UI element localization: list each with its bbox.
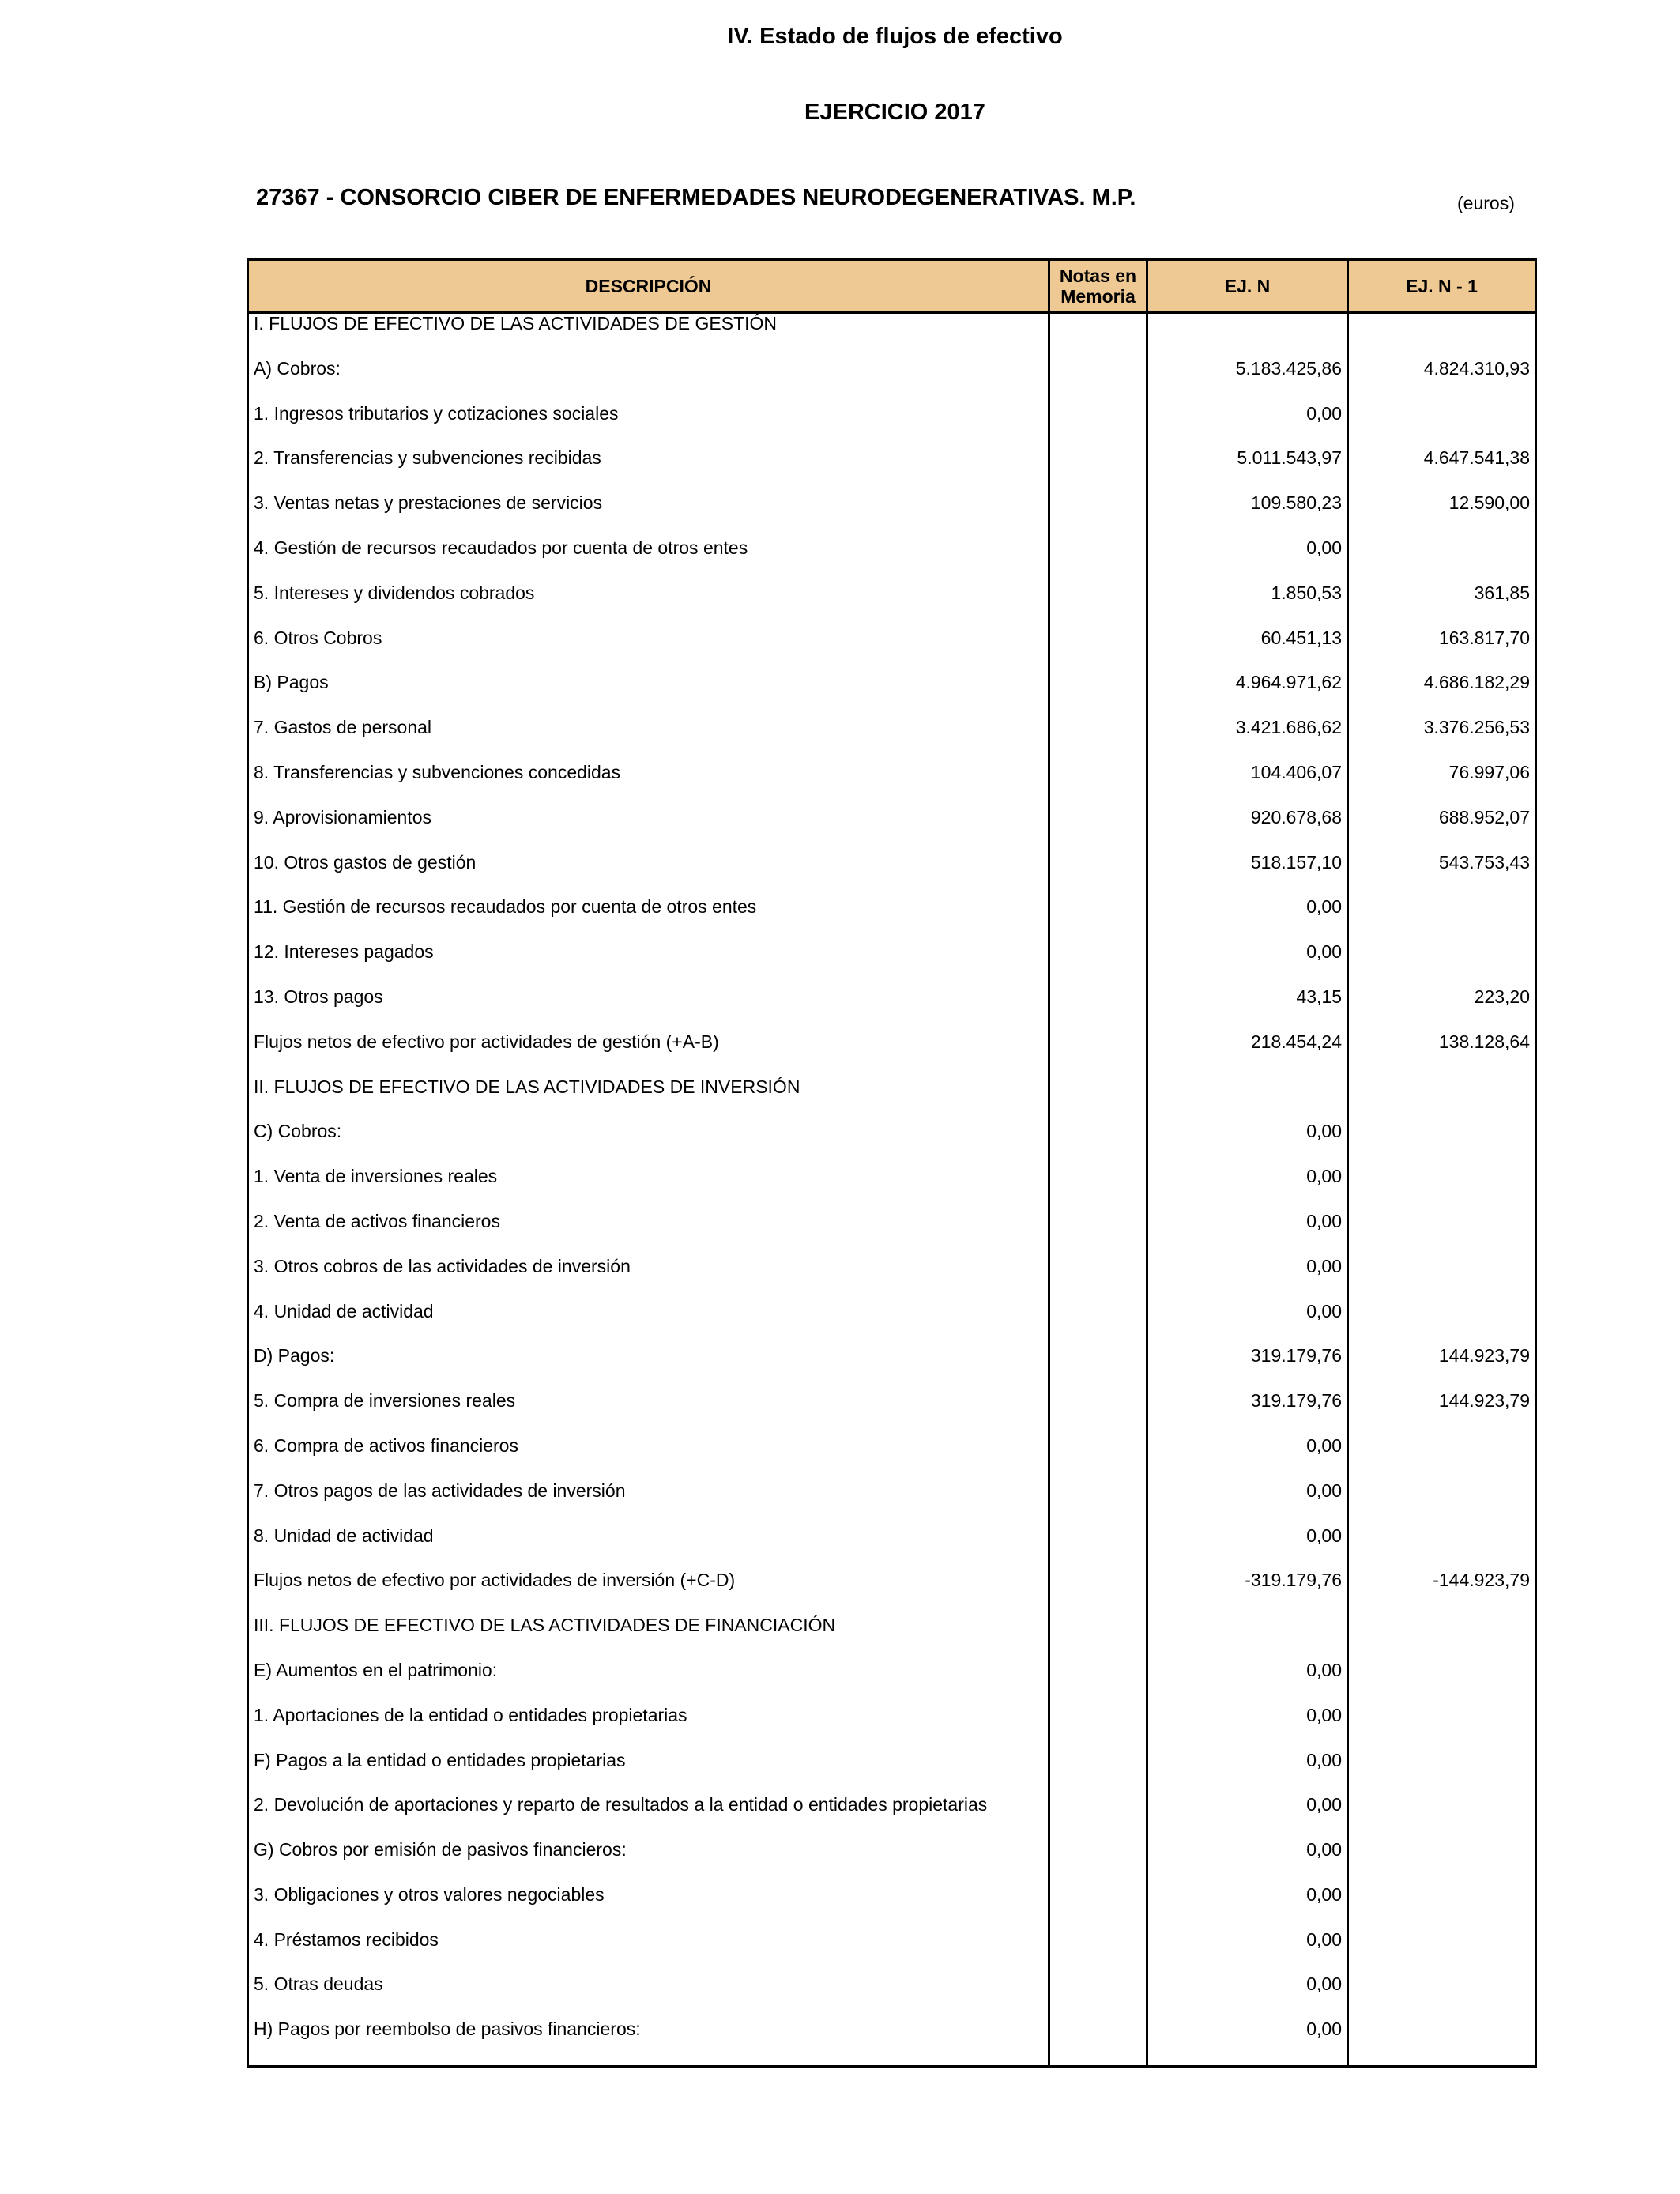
row-description: C) Cobros: bbox=[248, 1122, 1049, 1167]
row-value-year-n: 0,00 bbox=[1147, 1885, 1348, 1930]
row-value-year-n1 bbox=[1348, 1751, 1536, 1796]
row-value-year-n1 bbox=[1348, 897, 1536, 942]
row-description: 4. Unidad de actividad bbox=[248, 1302, 1049, 1347]
row-value-year-n1 bbox=[1348, 1615, 1536, 1661]
table-row bbox=[248, 2019, 1536, 2067]
row-notes bbox=[1049, 1974, 1147, 2019]
table-row bbox=[248, 897, 1536, 942]
table-row bbox=[248, 1570, 1536, 1615]
table-row bbox=[248, 987, 1536, 1032]
table-row bbox=[248, 1346, 1536, 1391]
row-value-year-n1: -144.923,79 bbox=[1348, 1570, 1536, 1615]
row-notes bbox=[1049, 808, 1147, 853]
row-value-year-n1 bbox=[1348, 1706, 1536, 1751]
column-header-notes bbox=[1049, 260, 1147, 313]
table-row bbox=[248, 538, 1536, 583]
table-row bbox=[248, 673, 1536, 718]
table-row bbox=[248, 1885, 1536, 1930]
row-value-year-n: 3.421.686,62 bbox=[1147, 718, 1348, 763]
row-value-year-n1 bbox=[1348, 2019, 1536, 2067]
row-value-year-n1 bbox=[1348, 1526, 1536, 1571]
row-description: F) Pagos a la entidad o entidades propietarias bbox=[248, 1751, 1049, 1796]
row-notes bbox=[1049, 1885, 1147, 1930]
row-notes bbox=[1049, 1077, 1147, 1122]
row-value-year-n: 0,00 bbox=[1147, 1436, 1348, 1481]
row-value-year-n: 43,15 bbox=[1147, 987, 1348, 1032]
row-value-year-n: 920.678,68 bbox=[1147, 808, 1348, 853]
row-description: 2. Devolución de aportaciones y reparto de resultados a la entidad o entidades propietarias bbox=[248, 1795, 1049, 1840]
row-description: II. FLUJOS DE EFECTIVO DE LAS ACTIVIDADES DE INVERSIÓN bbox=[248, 1077, 1049, 1122]
column-header-notes-line1: Notas en bbox=[1059, 266, 1137, 286]
table-row bbox=[248, 718, 1536, 763]
row-value-year-n: 0,00 bbox=[1147, 1706, 1348, 1751]
row-notes bbox=[1049, 1930, 1147, 1975]
row-value-year-n: 0,00 bbox=[1147, 1212, 1348, 1257]
table-row bbox=[248, 313, 1536, 359]
column-header-year-n1: EJ. N - 1 bbox=[1348, 260, 1536, 313]
row-value-year-n1 bbox=[1348, 1974, 1536, 2019]
row-description: A) Cobros: bbox=[248, 359, 1049, 404]
row-description: 7. Gastos de personal bbox=[248, 718, 1049, 763]
table-row bbox=[248, 404, 1536, 449]
row-description: G) Cobros por emisión de pasivos financieros: bbox=[248, 1840, 1049, 1885]
row-value-year-n1: 163.817,70 bbox=[1348, 628, 1536, 673]
row-value-year-n1 bbox=[1348, 1795, 1536, 1840]
row-value-year-n: 319.179,76 bbox=[1147, 1391, 1348, 1436]
table-header-row bbox=[248, 260, 1536, 313]
row-notes bbox=[1049, 1526, 1147, 1571]
table-row bbox=[248, 1526, 1536, 1571]
row-notes bbox=[1049, 1167, 1147, 1212]
row-description: Flujos netos de efectivo por actividades de inversión (+C-D) bbox=[248, 1570, 1049, 1615]
row-notes bbox=[1049, 448, 1147, 493]
row-description: 8. Unidad de actividad bbox=[248, 1526, 1049, 1571]
table-row bbox=[248, 1391, 1536, 1436]
row-description: 8. Transferencias y subvenciones concedidas bbox=[248, 763, 1049, 808]
row-value-year-n: 0,00 bbox=[1147, 1257, 1348, 1302]
row-value-year-n: 104.406,07 bbox=[1147, 763, 1348, 808]
row-notes bbox=[1049, 1481, 1147, 1526]
row-value-year-n1 bbox=[1348, 538, 1536, 583]
row-value-year-n: 0,00 bbox=[1147, 1167, 1348, 1212]
row-value-year-n: 60.451,13 bbox=[1147, 628, 1348, 673]
row-notes bbox=[1049, 673, 1147, 718]
row-description: 12. Intereses pagados bbox=[248, 942, 1049, 987]
column-header-description: DESCRIPCIÓN bbox=[248, 260, 1049, 313]
row-notes bbox=[1049, 1436, 1147, 1481]
row-description: 1. Venta de inversiones reales bbox=[248, 1167, 1049, 1212]
row-notes bbox=[1049, 718, 1147, 763]
row-description: E) Aumentos en el patrimonio: bbox=[248, 1661, 1049, 1706]
row-value-year-n1: 144.923,79 bbox=[1348, 1391, 1536, 1436]
row-value-year-n1 bbox=[1348, 1840, 1536, 1885]
row-value-year-n1 bbox=[1348, 1661, 1536, 1706]
row-value-year-n: 0,00 bbox=[1147, 538, 1348, 583]
row-value-year-n: 1.850,53 bbox=[1147, 583, 1348, 628]
column-header-year-n: EJ. N bbox=[1147, 260, 1348, 313]
row-value-year-n1: 12.590,00 bbox=[1348, 493, 1536, 538]
row-value-year-n1: 138.128,64 bbox=[1348, 1032, 1536, 1077]
row-value-year-n1: 4.824.310,93 bbox=[1348, 359, 1536, 404]
row-value-year-n: 0,00 bbox=[1147, 1526, 1348, 1571]
row-notes bbox=[1049, 1661, 1147, 1706]
column-header-notes-line2: Memoria bbox=[1060, 286, 1136, 307]
row-description: III. FLUJOS DE EFECTIVO DE LAS ACTIVIDADES DE FINANCIACIÓN bbox=[248, 1615, 1049, 1661]
table-row bbox=[248, 1930, 1536, 1975]
row-description: I. FLUJOS DE EFECTIVO DE LAS ACTIVIDADES DE GESTIÓN bbox=[248, 313, 1049, 359]
table-row bbox=[248, 1167, 1536, 1212]
row-notes bbox=[1049, 1302, 1147, 1347]
row-value-year-n bbox=[1147, 313, 1348, 359]
row-value-year-n: 5.183.425,86 bbox=[1147, 359, 1348, 404]
table-row bbox=[248, 1481, 1536, 1526]
row-notes bbox=[1049, 1122, 1147, 1167]
table-row bbox=[248, 1661, 1536, 1706]
row-description: 13. Otros pagos bbox=[248, 987, 1049, 1032]
table-row bbox=[248, 1257, 1536, 1302]
row-notes bbox=[1049, 2019, 1147, 2067]
row-description: B) Pagos bbox=[248, 673, 1049, 718]
page-title: IV. Estado de flujos de efectivo bbox=[727, 24, 1063, 49]
row-value-year-n1: 76.997,06 bbox=[1348, 763, 1536, 808]
row-description: 5. Compra de inversiones reales bbox=[248, 1391, 1049, 1436]
row-notes bbox=[1049, 853, 1147, 898]
fiscal-year-heading: EJERCICIO 2017 bbox=[804, 100, 985, 125]
row-value-year-n bbox=[1147, 1077, 1348, 1122]
table-row bbox=[248, 1436, 1536, 1481]
table-body bbox=[248, 313, 1536, 2067]
row-description: 4. Gestión de recursos recaudados por cuenta de otros entes bbox=[248, 538, 1049, 583]
row-notes bbox=[1049, 1615, 1147, 1661]
row-value-year-n: 0,00 bbox=[1147, 1302, 1348, 1347]
row-description: 11. Gestión de recursos recaudados por cuenta de otros entes bbox=[248, 897, 1049, 942]
row-notes bbox=[1049, 942, 1147, 987]
row-value-year-n bbox=[1147, 1615, 1348, 1661]
row-value-year-n: 518.157,10 bbox=[1147, 853, 1348, 898]
row-value-year-n: 0,00 bbox=[1147, 1661, 1348, 1706]
row-value-year-n1: 4.647.541,38 bbox=[1348, 448, 1536, 493]
table-row bbox=[248, 1615, 1536, 1661]
table-row bbox=[248, 1974, 1536, 2019]
row-value-year-n1: 144.923,79 bbox=[1348, 1346, 1536, 1391]
row-notes bbox=[1049, 1032, 1147, 1077]
table-row bbox=[248, 853, 1536, 898]
row-value-year-n1 bbox=[1348, 942, 1536, 987]
row-value-year-n1: 543.753,43 bbox=[1348, 853, 1536, 898]
row-value-year-n: 0,00 bbox=[1147, 942, 1348, 987]
row-notes bbox=[1049, 1840, 1147, 1885]
row-value-year-n1 bbox=[1348, 1481, 1536, 1526]
table-row bbox=[248, 1212, 1536, 1257]
row-value-year-n1 bbox=[1348, 1167, 1536, 1212]
row-description: 3. Ventas netas y prestaciones de servicios bbox=[248, 493, 1049, 538]
row-value-year-n: 0,00 bbox=[1147, 897, 1348, 942]
row-notes bbox=[1049, 404, 1147, 449]
row-value-year-n1: 223,20 bbox=[1348, 987, 1536, 1032]
table-row bbox=[248, 1751, 1536, 1796]
table-row bbox=[248, 1706, 1536, 1751]
table-row bbox=[248, 1840, 1536, 1885]
row-notes bbox=[1049, 1706, 1147, 1751]
row-description: 10. Otros gastos de gestión bbox=[248, 853, 1049, 898]
row-notes bbox=[1049, 313, 1147, 359]
row-description: 6. Compra de activos financieros bbox=[248, 1436, 1049, 1481]
row-value-year-n1: 4.686.182,29 bbox=[1348, 673, 1536, 718]
row-value-year-n1: 3.376.256,53 bbox=[1348, 718, 1536, 763]
row-value-year-n1 bbox=[1348, 1257, 1536, 1302]
row-value-year-n: 0,00 bbox=[1147, 1795, 1348, 1840]
row-description: 7. Otros pagos de las actividades de inversión bbox=[248, 1481, 1049, 1526]
row-value-year-n1 bbox=[1348, 404, 1536, 449]
cash-flow-table bbox=[247, 258, 1537, 2068]
table-row bbox=[248, 448, 1536, 493]
row-description: 1. Aportaciones de la entidad o entidades propietarias bbox=[248, 1706, 1049, 1751]
row-notes bbox=[1049, 897, 1147, 942]
row-notes bbox=[1049, 1751, 1147, 1796]
row-notes bbox=[1049, 1257, 1147, 1302]
table-row bbox=[248, 1032, 1536, 1077]
row-notes bbox=[1049, 493, 1147, 538]
entity-name: 27367 - CONSORCIO CIBER DE ENFERMEDADES NEURODEGENERATIVAS. M.P. bbox=[256, 185, 1136, 210]
row-value-year-n: 0,00 bbox=[1147, 1974, 1348, 2019]
row-description: Flujos netos de efectivo por actividades de gestión (+A-B) bbox=[248, 1032, 1049, 1077]
row-description: 3. Obligaciones y otros valores negociables bbox=[248, 1885, 1049, 1930]
row-value-year-n1 bbox=[1348, 313, 1536, 359]
table-row bbox=[248, 942, 1536, 987]
row-description: 3. Otros cobros de las actividades de inversión bbox=[248, 1257, 1049, 1302]
row-value-year-n: 0,00 bbox=[1147, 2019, 1348, 2067]
row-description: 4. Préstamos recibidos bbox=[248, 1930, 1049, 1975]
row-value-year-n1 bbox=[1348, 1436, 1536, 1481]
row-notes bbox=[1049, 1346, 1147, 1391]
currency-unit: (euros) bbox=[1457, 193, 1515, 213]
row-notes bbox=[1049, 1570, 1147, 1615]
row-notes bbox=[1049, 628, 1147, 673]
row-description: H) Pagos por reembolso de pasivos financieros: bbox=[248, 2019, 1049, 2067]
row-value-year-n: -319.179,76 bbox=[1147, 1570, 1348, 1615]
row-value-year-n: 0,00 bbox=[1147, 1930, 1348, 1975]
row-value-year-n1 bbox=[1348, 1302, 1536, 1347]
table-row bbox=[248, 1077, 1536, 1122]
row-value-year-n1: 361,85 bbox=[1348, 583, 1536, 628]
table-row bbox=[248, 628, 1536, 673]
row-value-year-n1 bbox=[1348, 1077, 1536, 1122]
row-value-year-n: 0,00 bbox=[1147, 1122, 1348, 1167]
row-value-year-n1 bbox=[1348, 1930, 1536, 1975]
row-value-year-n: 0,00 bbox=[1147, 404, 1348, 449]
row-description: 5. Intereses y dividendos cobrados bbox=[248, 583, 1049, 628]
table-row bbox=[248, 1302, 1536, 1347]
table-row bbox=[248, 493, 1536, 538]
table-row bbox=[248, 1122, 1536, 1167]
table-row bbox=[248, 359, 1536, 404]
row-value-year-n: 218.454,24 bbox=[1147, 1032, 1348, 1077]
row-value-year-n1 bbox=[1348, 1212, 1536, 1257]
row-description: 1. Ingresos tributarios y cotizaciones sociales bbox=[248, 404, 1049, 449]
row-value-year-n: 4.964.971,62 bbox=[1147, 673, 1348, 718]
row-notes bbox=[1049, 583, 1147, 628]
table-row bbox=[248, 583, 1536, 628]
table-row bbox=[248, 808, 1536, 853]
row-value-year-n: 0,00 bbox=[1147, 1751, 1348, 1796]
row-notes bbox=[1049, 1391, 1147, 1436]
row-description: 2. Transferencias y subvenciones recibidas bbox=[248, 448, 1049, 493]
row-value-year-n: 5.011.543,97 bbox=[1147, 448, 1348, 493]
row-value-year-n: 109.580,23 bbox=[1147, 493, 1348, 538]
row-description: 5. Otras deudas bbox=[248, 1974, 1049, 2019]
row-value-year-n1 bbox=[1348, 1885, 1536, 1930]
row-value-year-n1: 688.952,07 bbox=[1348, 808, 1536, 853]
row-notes bbox=[1049, 1795, 1147, 1840]
row-value-year-n1 bbox=[1348, 1122, 1536, 1167]
row-value-year-n: 0,00 bbox=[1147, 1840, 1348, 1885]
row-notes bbox=[1049, 987, 1147, 1032]
row-notes bbox=[1049, 359, 1147, 404]
table-row bbox=[248, 1795, 1536, 1840]
row-value-year-n: 319.179,76 bbox=[1147, 1346, 1348, 1391]
row-description: 9. Aprovisionamientos bbox=[248, 808, 1049, 853]
row-description: 2. Venta de activos financieros bbox=[248, 1212, 1049, 1257]
row-value-year-n: 0,00 bbox=[1147, 1481, 1348, 1526]
row-description: D) Pagos: bbox=[248, 1346, 1049, 1391]
row-notes bbox=[1049, 1212, 1147, 1257]
row-description: 6. Otros Cobros bbox=[248, 628, 1049, 673]
table-row bbox=[248, 763, 1536, 808]
row-notes bbox=[1049, 763, 1147, 808]
row-notes bbox=[1049, 538, 1147, 583]
